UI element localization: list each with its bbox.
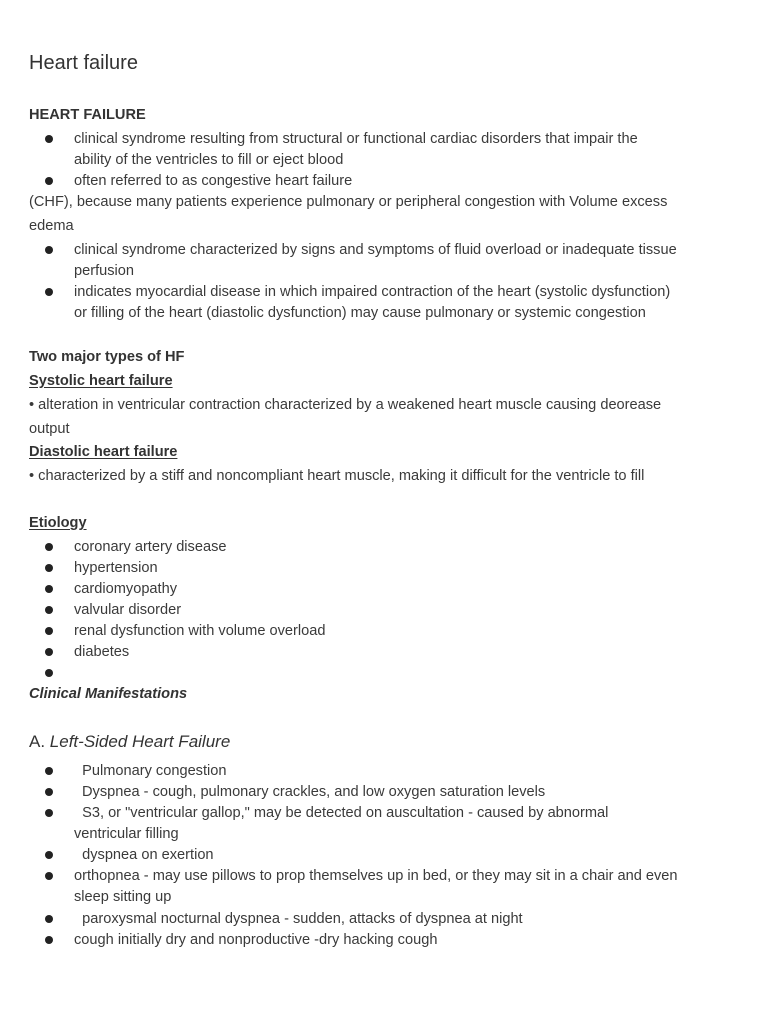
- list-item-continuation: ability of the ventricles to fill or eject blood: [74, 152, 344, 168]
- list-item: orthopnea - may use pillows to prop themselves up in bed, or they may sit in a chair and even: [74, 868, 678, 884]
- list-item: S3, or "ventricular gallop," may be detected on auscultation - caused by abnormal: [74, 805, 609, 821]
- list-item: dyspnea on exertion: [74, 847, 214, 863]
- bullet-icon: [45, 915, 53, 923]
- bullet-icon: [45, 936, 53, 944]
- bullet-icon: [45, 809, 53, 817]
- diastolic-heading: Diastolic heart failure: [29, 444, 178, 460]
- bullet-icon: [45, 648, 53, 656]
- list-item: often referred to as congestive heart failure: [74, 173, 353, 189]
- list-item: clinical syndrome characterized by signs and symptoms of fluid overload or inadequate tissue: [74, 242, 677, 258]
- paragraph-text: edema: [29, 218, 74, 234]
- list-item: renal dysfunction with volume overload: [74, 623, 326, 639]
- list-item-continuation: ventricular filling: [74, 826, 179, 842]
- paragraph-text: output: [29, 421, 70, 437]
- list-item: coronary artery disease: [74, 539, 227, 555]
- bullet-icon: [45, 767, 53, 775]
- list-item: clinical syndrome resulting from structural or functional cardiac disorders that impair the: [74, 131, 638, 147]
- bullet-icon: [45, 288, 53, 296]
- list-item: hypertension: [74, 560, 158, 576]
- left-sided-prefix: A.: [29, 732, 46, 751]
- bullet-icon: [45, 851, 53, 859]
- bullet-icon: [45, 177, 53, 185]
- bullet-icon: [45, 669, 53, 677]
- bullet-icon: [45, 627, 53, 635]
- clinical-manifestations-heading: Clinical Manifestations: [29, 686, 188, 702]
- paragraph-text: • characterized by a stiff and noncompliant heart muscle, making it difficult for the ventricle to fill: [29, 468, 645, 484]
- list-item: diabetes: [74, 644, 130, 660]
- list-item: valvular disorder: [74, 602, 182, 618]
- list-item: paroxysmal nocturnal dyspnea - sudden, attacks of dyspnea at night: [74, 911, 523, 927]
- left-sided-heading: [29, 732, 230, 752]
- paragraph-text: • alteration in ventricular contraction characterized by a weakened heart muscle causing deorease: [29, 397, 662, 413]
- list-item-continuation: perfusion: [74, 263, 135, 279]
- section-heading-types: Two major types of HF: [29, 349, 185, 365]
- list-item: cardiomyopathy: [74, 581, 178, 597]
- list-item-continuation: sleep sitting up: [74, 889, 172, 905]
- paragraph-text: (CHF), because many patients experience pulmonary or peripheral congestion with Volume excess: [29, 194, 668, 210]
- etiology-heading: Etiology: [29, 515, 87, 531]
- bullet-icon: [45, 246, 53, 254]
- list-item: Pulmonary congestion: [74, 763, 227, 779]
- bullet-icon: [45, 543, 53, 551]
- list-item: indicates myocardial disease in which impaired contraction of the heart (systolic dysfunction): [74, 284, 671, 300]
- list-item-continuation: or filling of the heart (diastolic dysfunction) may cause pulmonary or systemic congestion: [74, 305, 646, 321]
- bullet-icon: [45, 135, 53, 143]
- list-item: cough initially dry and nonproductive -dry hacking cough: [74, 932, 438, 948]
- bullet-icon: [45, 564, 53, 572]
- section-heading-heart-failure: HEART FAILURE: [29, 107, 146, 123]
- bullet-icon: [45, 788, 53, 796]
- bullet-icon: [45, 585, 53, 593]
- bullet-icon: [45, 872, 53, 880]
- list-item: Dyspnea - cough, pulmonary crackles, and low oxygen saturation levels: [82, 784, 546, 800]
- systolic-heading: Systolic heart failure: [29, 373, 173, 389]
- left-sided-title: Left-Sided Heart Failure: [49, 732, 231, 751]
- bullet-icon: [45, 606, 53, 614]
- page-title: Heart failure: [29, 52, 138, 74]
